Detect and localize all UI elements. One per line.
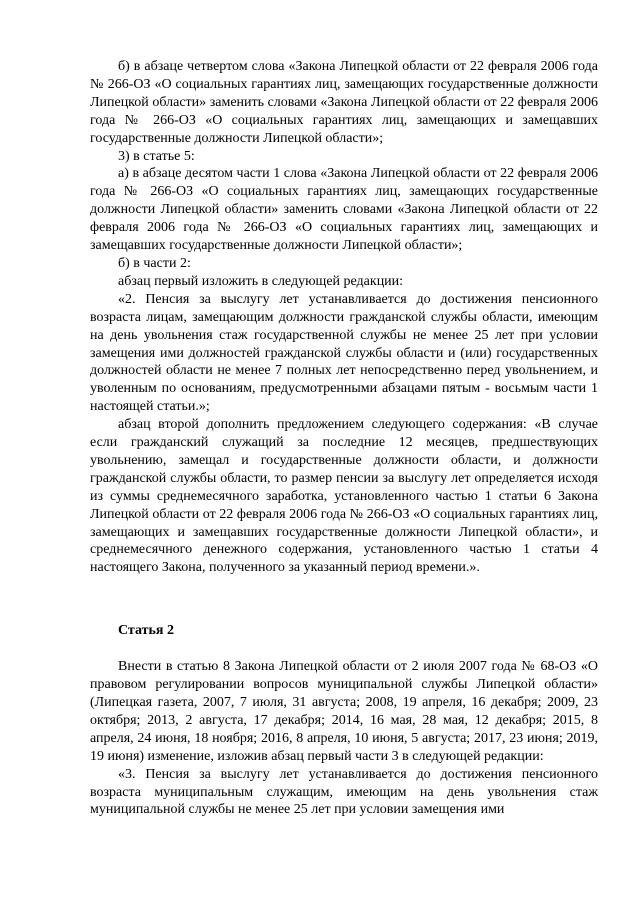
paragraph-pension-part-3: «3. Пенсия за выслугу лет устанавливается до достижения пенсионного возраста муниципальным служащим, имеющим на день увольнения стаж муниципальной службы не менее 25 лет при условии замещения ими — [90, 766, 598, 818]
spacer — [90, 640, 598, 658]
paragraph-item-a-part-1: а) в абзаце десятом части 1 слова «Закона Липецкой области от 22 февраля 2006 года № 266-ОЗ «О социальных гарантиях лиц, замещающих государственные должности Липецкой области» заменить словами «Закона Липецкой области от 22 февраля 2006 года № 266-ОЗ «О социальных гарантиях лиц, замещающих и замещавших государственные должности Липецкой области»; — [90, 166, 598, 254]
spacer — [90, 577, 598, 622]
document-page — [90, 58, 598, 819]
paragraph-item-b-paragraph-4: б) в абзаце четвертом слова «Закона Липецкой области от 22 февраля 2006 года № 266-ОЗ «О социальных гарантиях лиц, замещающих государственные должности Липецкой области» заменить словами «Закона Липецкой области от 22 февраля 2006 года № 266-ОЗ «О социальных гарантиях лиц, замещающих и замещавших государственные должности Липецкой области»; — [90, 59, 598, 146]
paragraph-pension-part-2: «2. Пенсия за выслугу лет устанавливается до достижения пенсионного возраста лицам, замещающим должности гражданской службы области, имеющим на день увольнения стаж государственной службы не менее 25 лет при условии замещения ими должностей гражданской службы области и (или) государственных должностей области не менее 7 полных лет непосредственно перед увольнением, и уволенным по основаниям, предусмотренными абзацами пятым - восьмым части 1 настоящей статьи.»; — [90, 291, 598, 415]
paragraph-article-8-amendment: Внести в статью 8 Закона Липецкой области от 2 июля 2007 года № 68-ОЗ «О правовом регулировании вопросов муниципальной службы Липецкой области» (Липецкая газета, 2007, 7 июля, 31 августа; 2008, 19 апреля, 16 декабря; 2009, 23 октября; 2013, 2 августа, 17 декабря; 2014, 16 мая, 28 мая, 12 декабря; 2015, 8 апреля, 24 июня, 18 ноября; 2016, 8 апреля, 10 июня, 5 августа; 2017, 23 июня; 2019, 19 июня) изменение, изложив абзац первый части 3 в следующей редакции: — [90, 659, 598, 764]
article-heading: Статья 2 — [118, 623, 174, 639]
paragraph-item-b-part-2: б) в части 2: — [118, 255, 191, 271]
paragraph-second-abzac: абзац второй дополнить предложением следующего содержания: «В случае если гражданский служащий за последние 12 месяцев, предшествующих увольнению, замещал и государственные должности области, и должности гражданской службы области, то размер пенсии за выслугу лет определяется исходя из суммы среднемесячного заработка, установленного частью 1 статьи 6 Закона Липецкой области от 22 февраля 2006 года № 266-ОЗ «О социальных гарантиях лиц, замещающих и замещавших государственные должности Липецкой области», и среднемесячного денежного содержания, установленного частью 1 статьи 4 настоящего Закона, полученного за указанный период времени.». — [90, 417, 598, 576]
paragraph-point-3-article-5: 3) в статье 5: — [118, 148, 195, 164]
paragraph-first-abzac: абзац первый изложить в следующей редакции: — [118, 273, 404, 289]
